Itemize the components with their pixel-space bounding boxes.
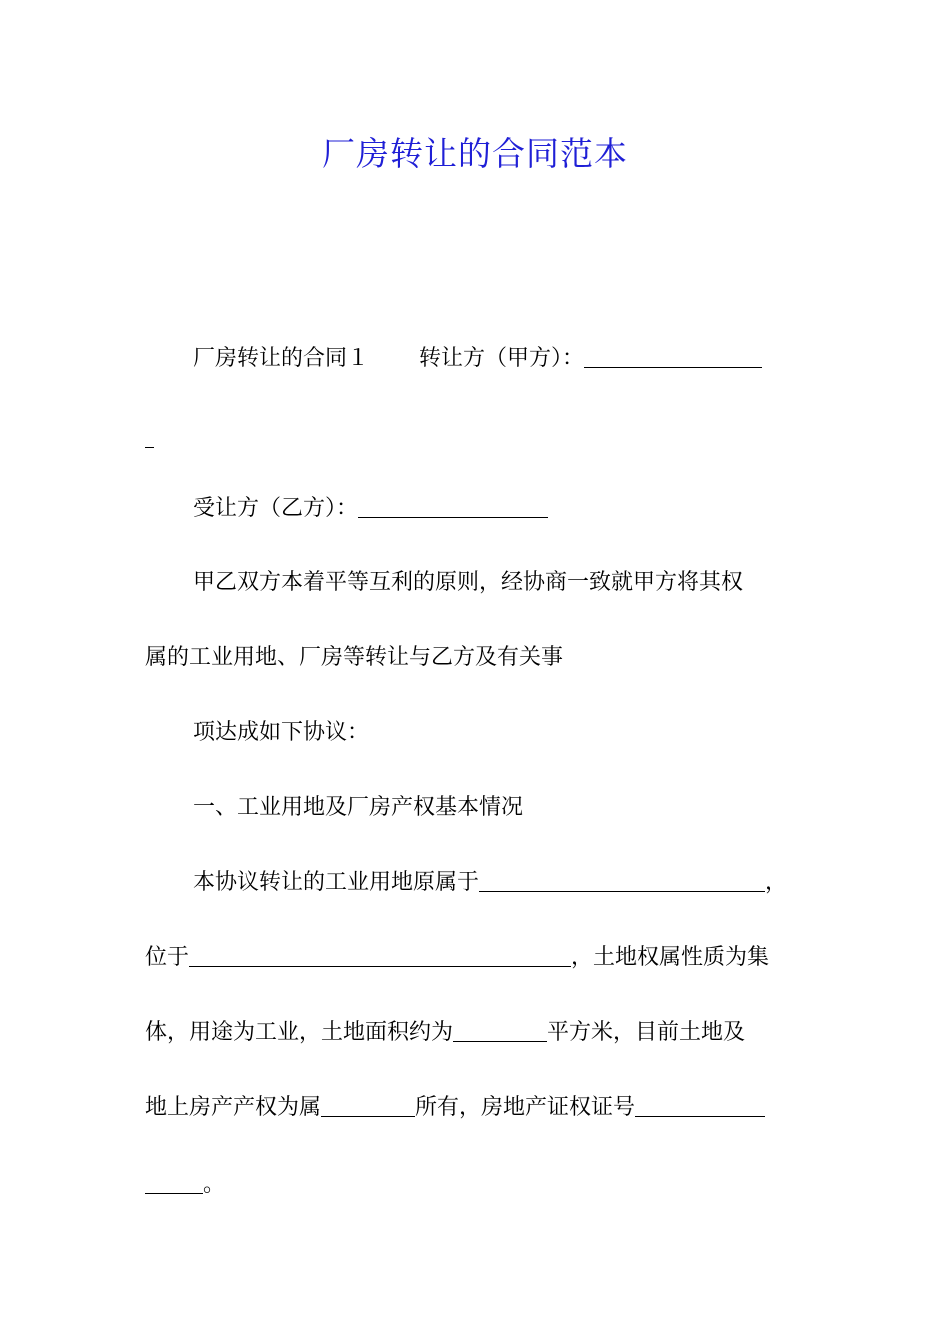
land-area-blank[interactable] xyxy=(453,1019,547,1042)
party-a-blank-continuation xyxy=(145,424,154,454)
section-heading: 一、工业用地及厂房产权基本情况 xyxy=(193,795,524,820)
paragraph-line: 属的工业用地、厂房等转让与乙方及有关事 xyxy=(145,645,564,670)
paragraph-line xyxy=(145,943,769,973)
document-title: 厂房转让的合同范本 xyxy=(322,134,628,173)
party-b-line xyxy=(193,494,548,524)
party-a-blank-end[interactable] xyxy=(145,425,154,448)
party-b-label: 受让方（乙方）： xyxy=(193,496,359,521)
land-area-label: 体，用途为工业，土地面积约为 xyxy=(145,1020,454,1045)
property-owner-blank[interactable] xyxy=(321,1094,415,1117)
land-area-unit-text: 平方米，目前土地及 xyxy=(547,1020,746,1045)
paragraph-line xyxy=(193,868,787,898)
paragraph-line xyxy=(145,1093,765,1123)
paragraph-line xyxy=(145,1170,225,1200)
property-owner-label: 地上房产产权为属 xyxy=(145,1095,322,1120)
paragraph-line xyxy=(145,1018,745,1048)
certificate-blank[interactable] xyxy=(635,1094,765,1117)
party-b-blank[interactable] xyxy=(358,495,548,518)
comma: ， xyxy=(765,870,788,895)
paragraph-line: 项达成如下协议： xyxy=(193,720,370,745)
party-a-line xyxy=(193,344,762,374)
certificate-blank-end[interactable] xyxy=(145,1171,203,1194)
party-a-blank[interactable] xyxy=(584,345,762,368)
party-a-label: 转让方（甲方）： xyxy=(419,346,585,371)
land-owner-blank[interactable] xyxy=(479,869,765,892)
land-nature-text: ，土地权属性质为集 xyxy=(571,945,770,970)
location-blank[interactable] xyxy=(189,944,571,967)
location-label: 位于 xyxy=(145,945,190,970)
certificate-label: 所有，房地产证权证号 xyxy=(415,1095,636,1120)
land-owner-label: 本协议转让的工业用地原属于 xyxy=(193,870,480,895)
contract-label: 厂房转让的合同１ xyxy=(193,346,370,371)
period: 。 xyxy=(203,1172,226,1197)
paragraph-line: 甲乙双方本着平等互利的原则，经协商一致就甲方将其权 xyxy=(193,570,744,595)
